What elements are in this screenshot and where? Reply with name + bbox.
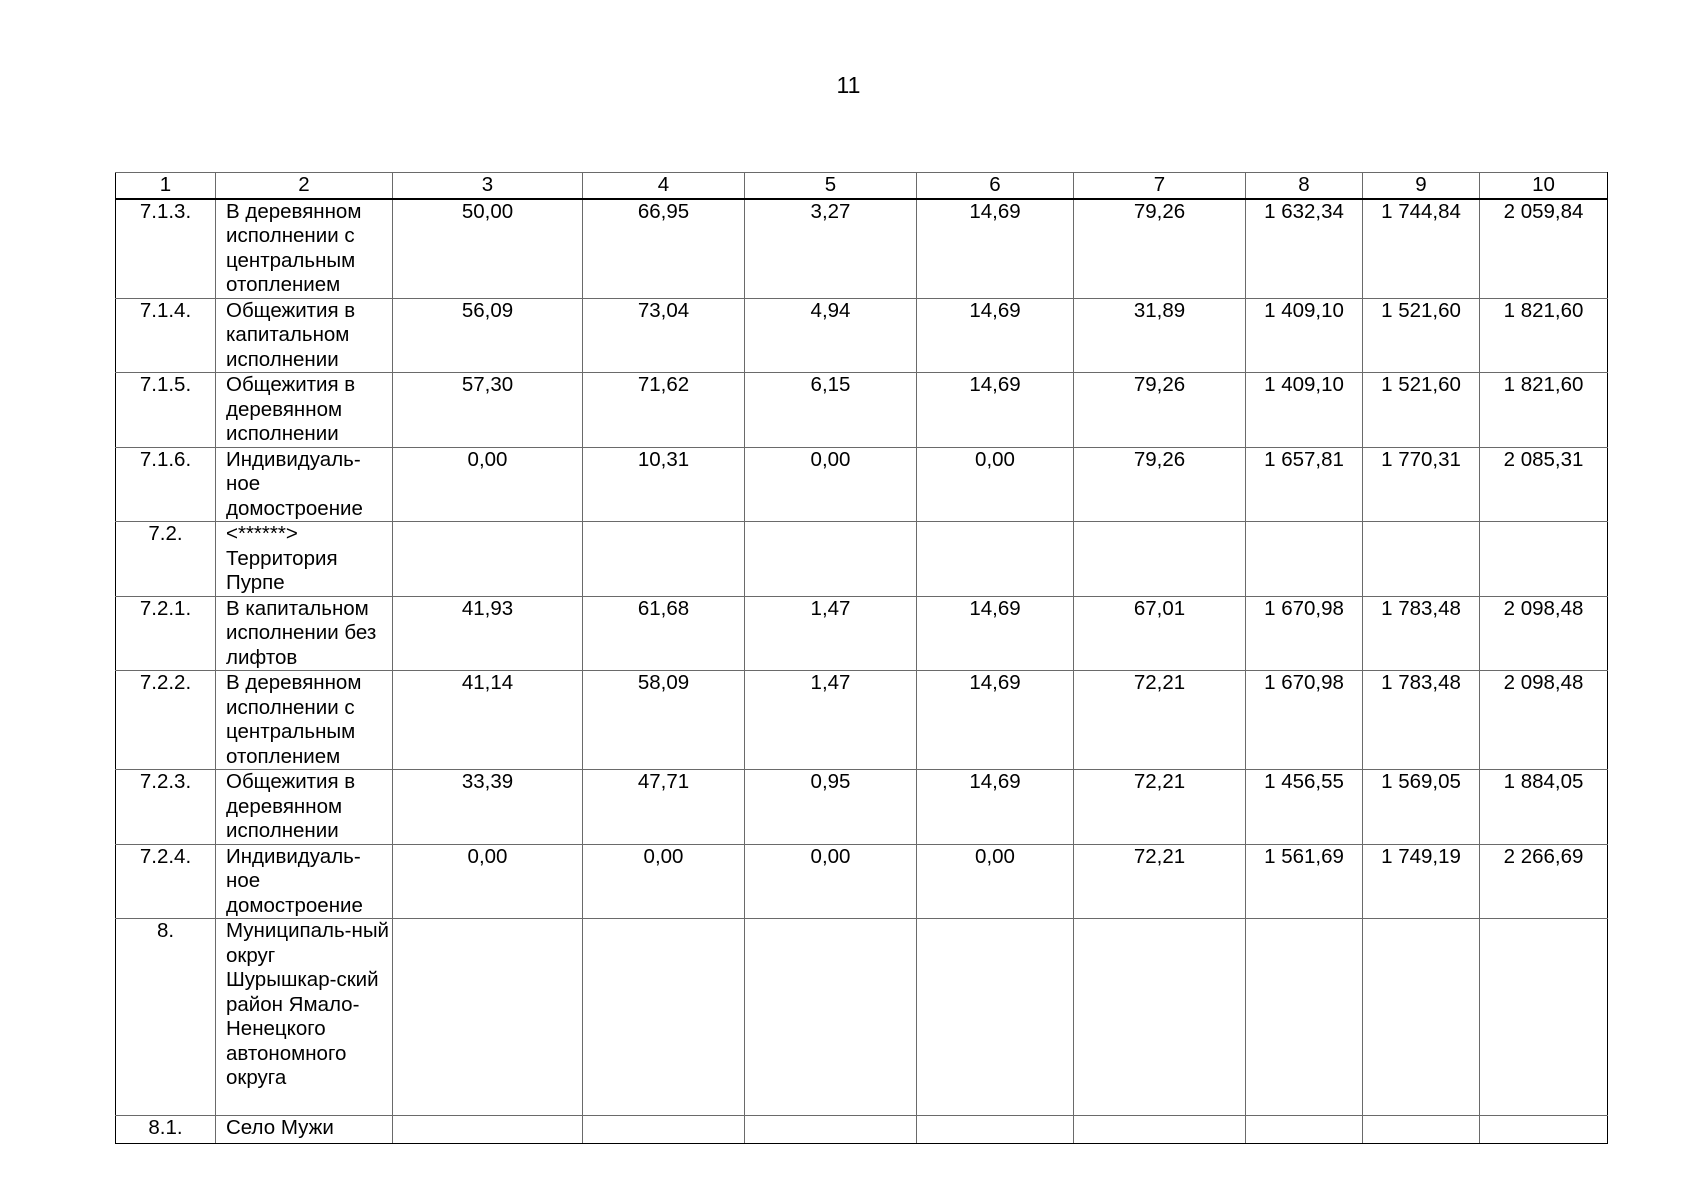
value-cell <box>1246 522 1363 597</box>
table-row <box>116 844 1608 919</box>
row-number: 7.2.3. <box>116 770 216 845</box>
column-header: 7 <box>1074 173 1246 199</box>
table-row <box>116 596 1608 671</box>
value-cell <box>1074 919 1246 1116</box>
value-cell <box>1246 919 1363 1116</box>
value-cell: 61,68 <box>583 596 745 671</box>
value-cell: 31,89 <box>1074 298 1246 373</box>
value-cell <box>745 919 917 1116</box>
page-number: 11 <box>836 72 861 98</box>
row-name: Общежития в деревянном исполнении <box>216 373 393 448</box>
value-cell: 72,21 <box>1074 770 1246 845</box>
value-cell: 2 098,48 <box>1480 671 1608 770</box>
value-cell: 41,14 <box>393 671 583 770</box>
column-header: 10 <box>1480 173 1608 199</box>
column-header: 6 <box>917 173 1074 199</box>
value-cell: 14,69 <box>917 298 1074 373</box>
value-cell: 14,69 <box>917 671 1074 770</box>
row-number: 7.1.6. <box>116 447 216 522</box>
value-cell: 0,00 <box>745 844 917 919</box>
value-cell: 6,15 <box>745 373 917 448</box>
value-cell: 1 569,05 <box>1363 770 1480 845</box>
row-name: Общежития в капитальном исполнении <box>216 298 393 373</box>
row-name: Индивидуаль-ное домостроение <box>216 844 393 919</box>
column-header: 2 <box>216 173 393 199</box>
value-cell: 0,00 <box>393 447 583 522</box>
value-cell <box>1246 1116 1363 1144</box>
table-row <box>116 298 1608 373</box>
table-row <box>116 522 1608 597</box>
value-cell: 0,00 <box>917 844 1074 919</box>
value-cell: 1 521,60 <box>1363 298 1480 373</box>
row-number: 8. <box>116 919 216 1116</box>
row-number: 7.1.4. <box>116 298 216 373</box>
value-cell: 1 884,05 <box>1480 770 1608 845</box>
value-cell <box>1363 522 1480 597</box>
column-header: 8 <box>1246 173 1363 199</box>
table-header-row <box>116 173 1608 199</box>
value-cell: 33,39 <box>393 770 583 845</box>
row-number: 7.1.5. <box>116 373 216 448</box>
row-number: 7.2.4. <box>116 844 216 919</box>
value-cell: 0,95 <box>745 770 917 845</box>
value-cell <box>393 919 583 1116</box>
row-number: 7.1.3. <box>116 199 216 299</box>
row-name: В капитальном исполнении без лифтов <box>216 596 393 671</box>
value-cell: 1 409,10 <box>1246 298 1363 373</box>
value-cell: 1 821,60 <box>1480 373 1608 448</box>
row-name: Индивидуаль-ное домостроение <box>216 447 393 522</box>
value-cell: 0,00 <box>917 447 1074 522</box>
value-cell: 1 770,31 <box>1363 447 1480 522</box>
value-cell: 79,26 <box>1074 199 1246 299</box>
value-cell: 1 409,10 <box>1246 373 1363 448</box>
value-cell: 56,09 <box>393 298 583 373</box>
value-cell: 41,93 <box>393 596 583 671</box>
value-cell: 1 670,98 <box>1246 671 1363 770</box>
column-header: 9 <box>1363 173 1480 199</box>
value-cell <box>393 1116 583 1144</box>
value-cell <box>745 1116 917 1144</box>
value-cell: 14,69 <box>917 373 1074 448</box>
row-name: В деревянном исполнении с центральным отоплением <box>216 671 393 770</box>
value-cell: 2 059,84 <box>1480 199 1608 299</box>
row-name: Общежития в деревянном исполнении <box>216 770 393 845</box>
value-cell: 14,69 <box>917 770 1074 845</box>
value-cell: 72,21 <box>1074 844 1246 919</box>
value-cell: 57,30 <box>393 373 583 448</box>
column-header: 4 <box>583 173 745 199</box>
value-cell: 1 456,55 <box>1246 770 1363 845</box>
value-cell: 3,27 <box>745 199 917 299</box>
value-cell: 1,47 <box>745 596 917 671</box>
value-cell: 79,26 <box>1074 447 1246 522</box>
value-cell: 10,31 <box>583 447 745 522</box>
value-cell: 71,62 <box>583 373 745 448</box>
row-number: 7.2.2. <box>116 671 216 770</box>
table-row <box>116 919 1608 1116</box>
value-cell <box>1363 1116 1480 1144</box>
value-cell <box>917 522 1074 597</box>
tariff-table <box>115 172 1608 1144</box>
value-cell: 1 783,48 <box>1363 596 1480 671</box>
value-cell: 14,69 <box>917 596 1074 671</box>
table-row <box>116 199 1608 299</box>
value-cell <box>1480 919 1608 1116</box>
table-row <box>116 447 1608 522</box>
table-row <box>116 770 1608 845</box>
value-cell: 72,21 <box>1074 671 1246 770</box>
value-cell: 1 821,60 <box>1480 298 1608 373</box>
row-name: В деревянном исполнении с центральным отоплением <box>216 199 393 299</box>
value-cell: 1 521,60 <box>1363 373 1480 448</box>
value-cell <box>1480 522 1608 597</box>
value-cell: 0,00 <box>745 447 917 522</box>
column-header: 1 <box>116 173 216 199</box>
value-cell <box>583 522 745 597</box>
value-cell: 58,09 <box>583 671 745 770</box>
value-cell: 1 561,69 <box>1246 844 1363 919</box>
table-row <box>116 1116 1608 1144</box>
value-cell: 1 744,84 <box>1363 199 1480 299</box>
value-cell: 2 085,31 <box>1480 447 1608 522</box>
value-cell: 1 670,98 <box>1246 596 1363 671</box>
value-cell <box>1480 1116 1608 1144</box>
value-cell <box>393 522 583 597</box>
value-cell: 47,71 <box>583 770 745 845</box>
row-name: Муниципаль-ный округ Шурышкар-ский район Ямало-Ненецкого автономного округа <box>216 919 393 1116</box>
value-cell: 1,47 <box>745 671 917 770</box>
value-cell: 2 266,69 <box>1480 844 1608 919</box>
row-name: <******> Территория Пурпе <box>216 522 393 597</box>
value-cell: 79,26 <box>1074 373 1246 448</box>
value-cell: 73,04 <box>583 298 745 373</box>
value-cell: 1 749,19 <box>1363 844 1480 919</box>
value-cell: 67,01 <box>1074 596 1246 671</box>
value-cell: 4,94 <box>745 298 917 373</box>
column-header: 5 <box>745 173 917 199</box>
value-cell: 1 657,81 <box>1246 447 1363 522</box>
value-cell <box>583 1116 745 1144</box>
row-name: Село Мужи <box>216 1116 393 1144</box>
value-cell: 1 632,34 <box>1246 199 1363 299</box>
value-cell <box>583 919 745 1116</box>
value-cell: 14,69 <box>917 199 1074 299</box>
row-number: 7.2. <box>116 522 216 597</box>
value-cell: 50,00 <box>393 199 583 299</box>
value-cell <box>1074 1116 1246 1144</box>
value-cell: 66,95 <box>583 199 745 299</box>
value-cell <box>1363 919 1480 1116</box>
value-cell: 0,00 <box>583 844 745 919</box>
value-cell: 2 098,48 <box>1480 596 1608 671</box>
value-cell <box>745 522 917 597</box>
table-row <box>116 373 1608 448</box>
value-cell <box>1074 522 1246 597</box>
value-cell: 0,00 <box>393 844 583 919</box>
row-number: 7.2.1. <box>116 596 216 671</box>
row-number: 8.1. <box>116 1116 216 1144</box>
value-cell <box>917 1116 1074 1144</box>
value-cell: 1 783,48 <box>1363 671 1480 770</box>
value-cell <box>917 919 1074 1116</box>
table-row <box>116 671 1608 770</box>
column-header: 3 <box>393 173 583 199</box>
